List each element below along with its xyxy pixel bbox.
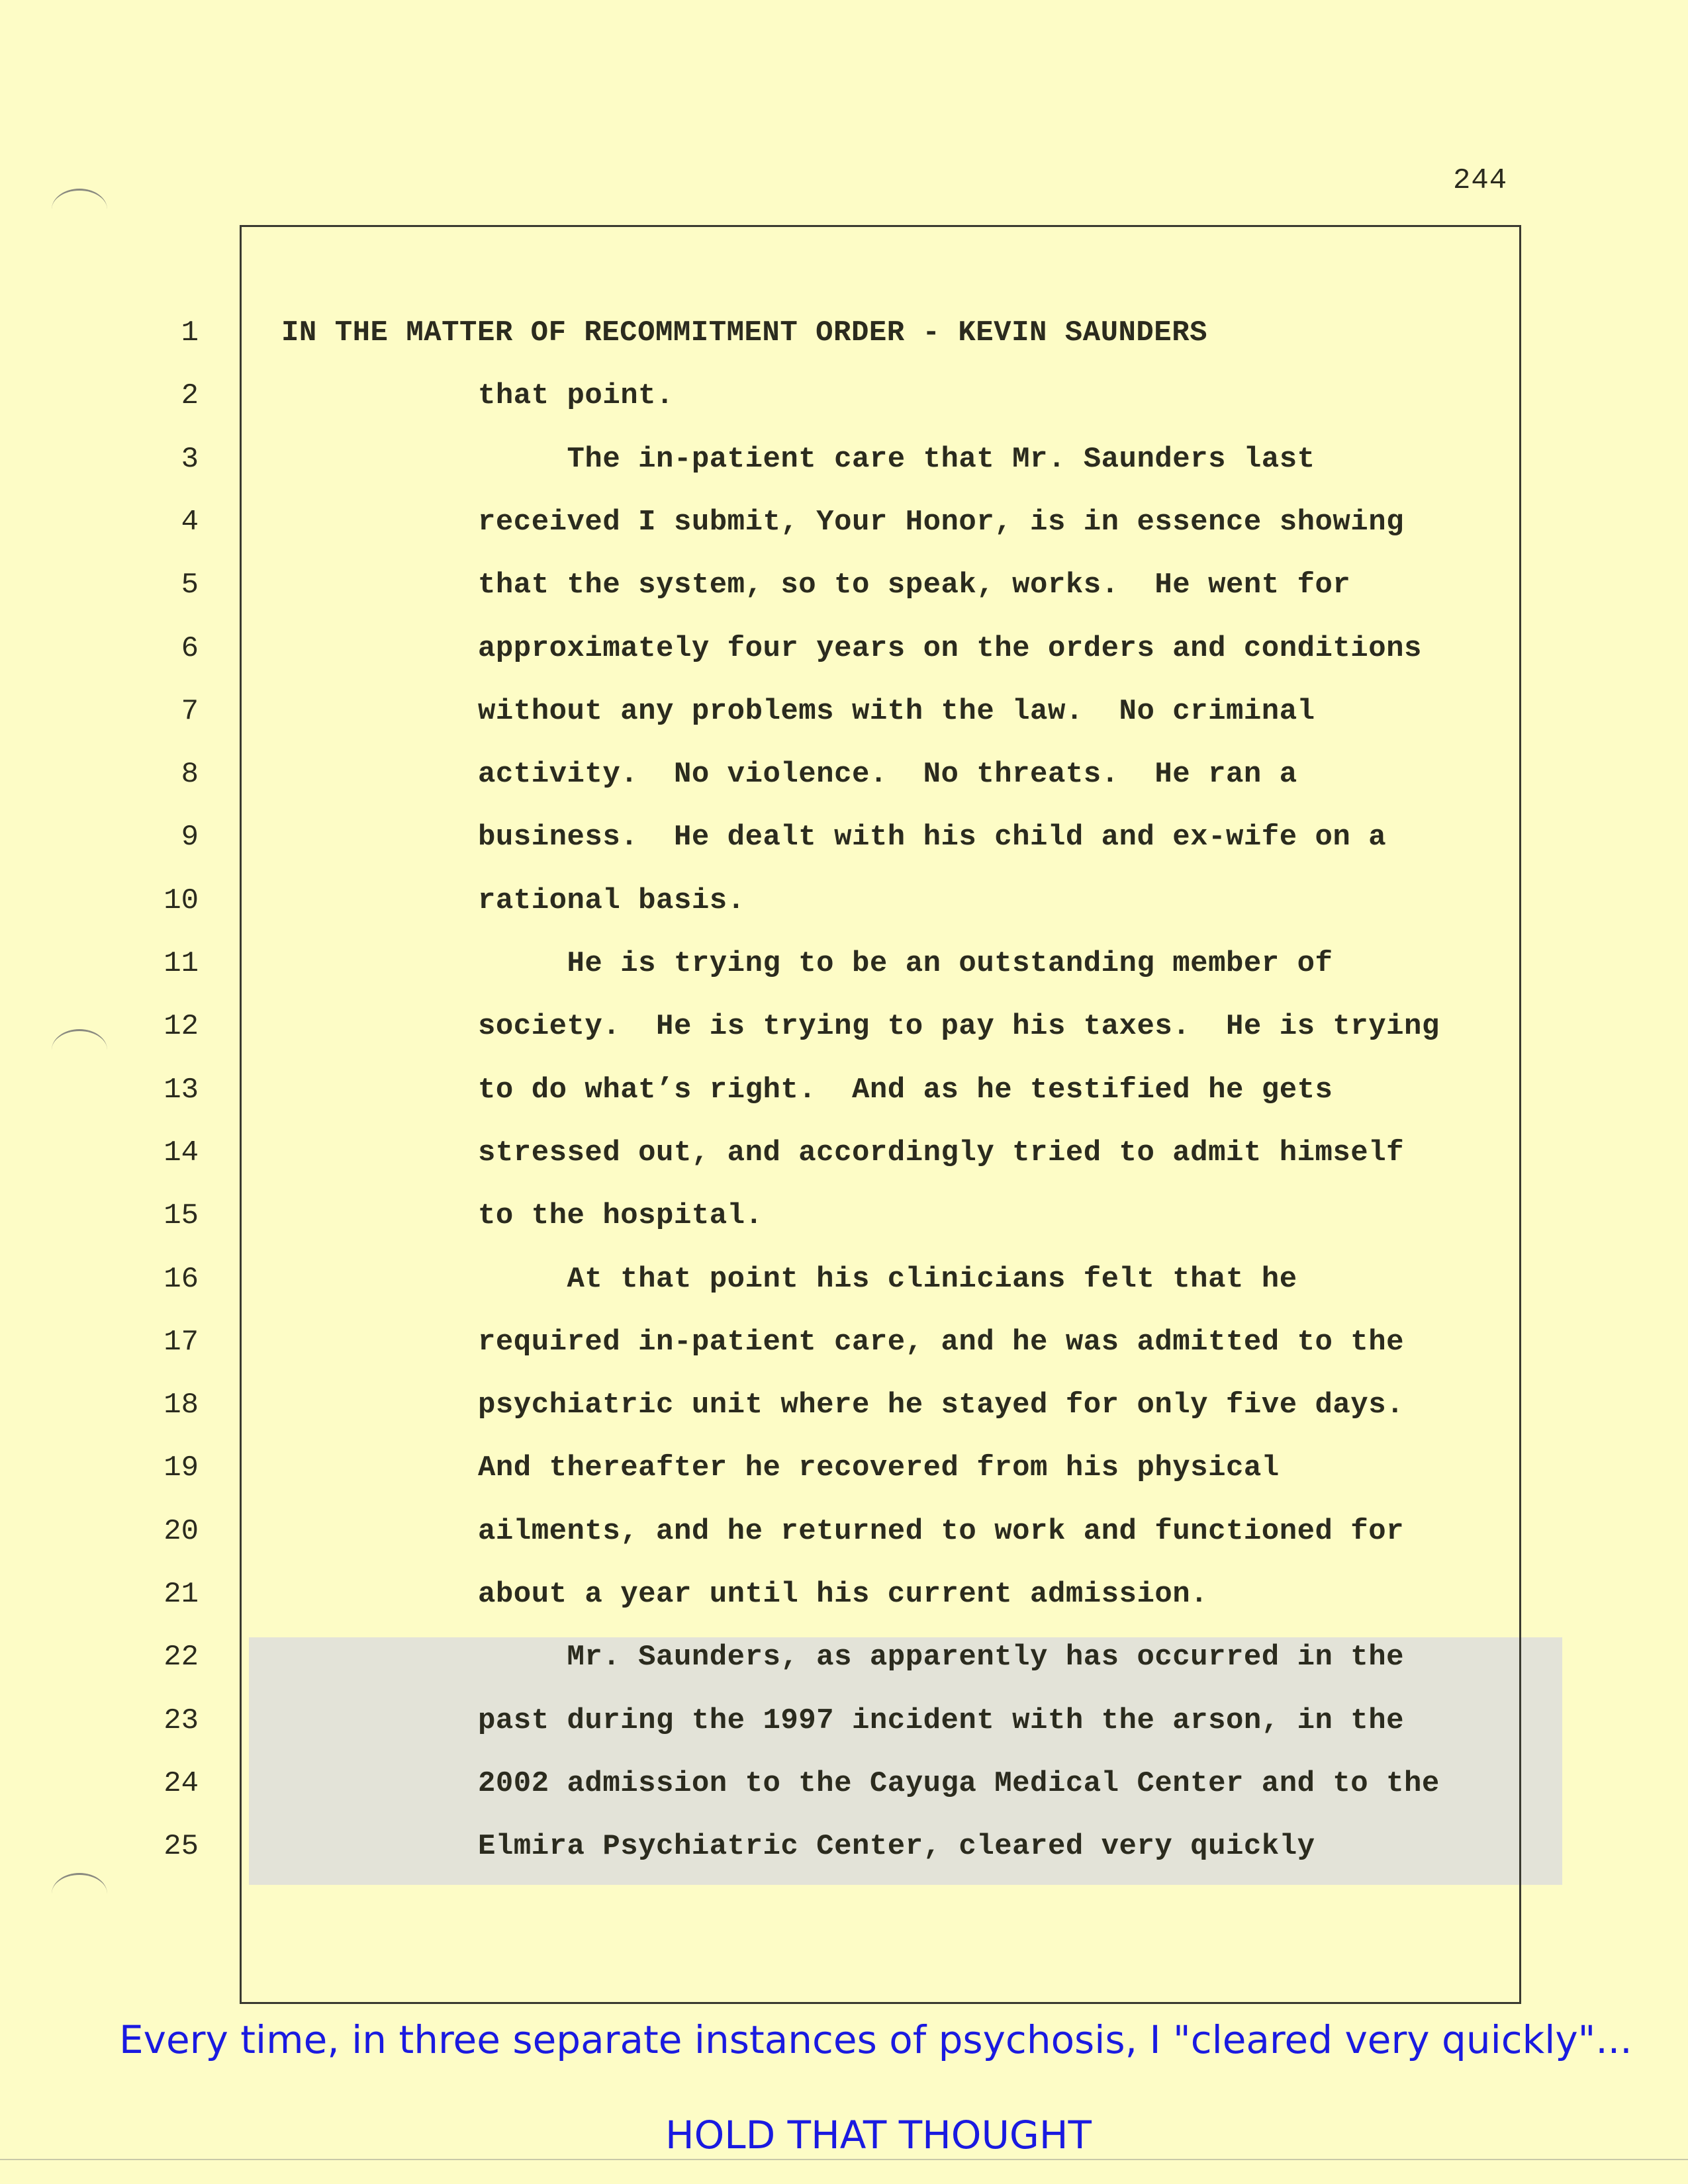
transcript-line: to do what’s right. And as he testified he gets bbox=[478, 1073, 1333, 1107]
line-number: 22 bbox=[164, 1641, 199, 1674]
line-number: 11 bbox=[164, 947, 199, 980]
transcript-line: IN THE MATTER OF RECOMMITMENT ORDER - KEVIN SAUNDERS bbox=[281, 316, 1208, 349]
line-number: 24 bbox=[164, 1767, 199, 1800]
transcript-line: He is trying to be an outstanding member of bbox=[478, 947, 1333, 980]
line-number: 20 bbox=[164, 1515, 199, 1548]
line-number: 17 bbox=[164, 1326, 199, 1359]
transcript-line: business. He dealt with his child and ex-wife on a bbox=[478, 821, 1387, 854]
transcript-line: without any problems with the law. No criminal bbox=[478, 695, 1315, 728]
transcript-line: ailments, and he returned to work and functioned for bbox=[478, 1515, 1405, 1548]
punch-hole-top bbox=[52, 189, 107, 230]
line-number: 25 bbox=[164, 1830, 199, 1863]
transcript-line: to the hospital. bbox=[478, 1199, 763, 1232]
line-number: 16 bbox=[164, 1263, 199, 1296]
transcript-line: Elmira Psychiatric Center, cleared very quickly bbox=[478, 1830, 1315, 1863]
transcript-line: The in-patient care that Mr. Saunders last bbox=[478, 443, 1315, 476]
transcript-line: 2002 admission to the Cayuga Medical Center and to the bbox=[478, 1767, 1440, 1800]
line-number: 10 bbox=[164, 884, 199, 917]
line-number: 1 bbox=[181, 316, 199, 349]
transcript-line: And thereafter he recovered from his physical bbox=[478, 1451, 1280, 1484]
line-number: 9 bbox=[181, 821, 199, 854]
line-number: 21 bbox=[164, 1578, 199, 1611]
transcript-line: about a year until his current admission. bbox=[478, 1578, 1209, 1611]
transcript-line: that point. bbox=[478, 379, 674, 412]
line-number: 19 bbox=[164, 1451, 199, 1484]
annotation-hold-that-thought: HOLD THAT THOUGHT bbox=[665, 2113, 1092, 2158]
line-number: 3 bbox=[181, 443, 199, 476]
transcript-line: approximately four years on the orders and conditions bbox=[478, 632, 1422, 665]
line-number: 14 bbox=[164, 1136, 199, 1169]
transcript-line: past during the 1997 incident with the arson, in the bbox=[478, 1704, 1405, 1737]
line-number: 5 bbox=[181, 569, 199, 602]
transcript-line: At that point his clinicians felt that he bbox=[478, 1263, 1297, 1296]
line-number: 15 bbox=[164, 1199, 199, 1232]
page-number: 244 bbox=[1453, 164, 1508, 197]
transcript-line: required in-patient care, and he was admitted to the bbox=[478, 1326, 1405, 1359]
annotation-comment: Every time, in three separate instances of psychosis, I "cleared very quickly"... bbox=[119, 2017, 1632, 2062]
transcript-line: received I submit, Your Honor, is in essence showing bbox=[478, 506, 1405, 539]
line-number: 18 bbox=[164, 1388, 199, 1422]
transcript-line: activity. No violence. No threats. He ran a bbox=[478, 758, 1297, 791]
line-number: 12 bbox=[164, 1010, 199, 1043]
bottom-rule bbox=[0, 2159, 1688, 2160]
transcript-line: rational basis. bbox=[478, 884, 745, 917]
punch-hole-bottom bbox=[52, 1873, 107, 1915]
line-number: 2 bbox=[181, 379, 199, 412]
line-number: 23 bbox=[164, 1704, 199, 1737]
line-number: 7 bbox=[181, 695, 199, 728]
transcript-line: society. He is trying to pay his taxes. He is trying bbox=[478, 1010, 1440, 1043]
transcript-line: stressed out, and accordingly tried to admit himself bbox=[478, 1136, 1405, 1169]
transcript-line: Mr. Saunders, as apparently has occurred in the bbox=[478, 1641, 1405, 1674]
line-number: 4 bbox=[181, 506, 199, 539]
line-number: 8 bbox=[181, 758, 199, 791]
punch-hole-middle bbox=[52, 1029, 107, 1071]
transcript-line: that the system, so to speak, works. He went for bbox=[478, 569, 1351, 602]
line-number: 6 bbox=[181, 632, 199, 665]
line-number: 13 bbox=[164, 1073, 199, 1107]
transcript-line: psychiatric unit where he stayed for only five days. bbox=[478, 1388, 1405, 1422]
